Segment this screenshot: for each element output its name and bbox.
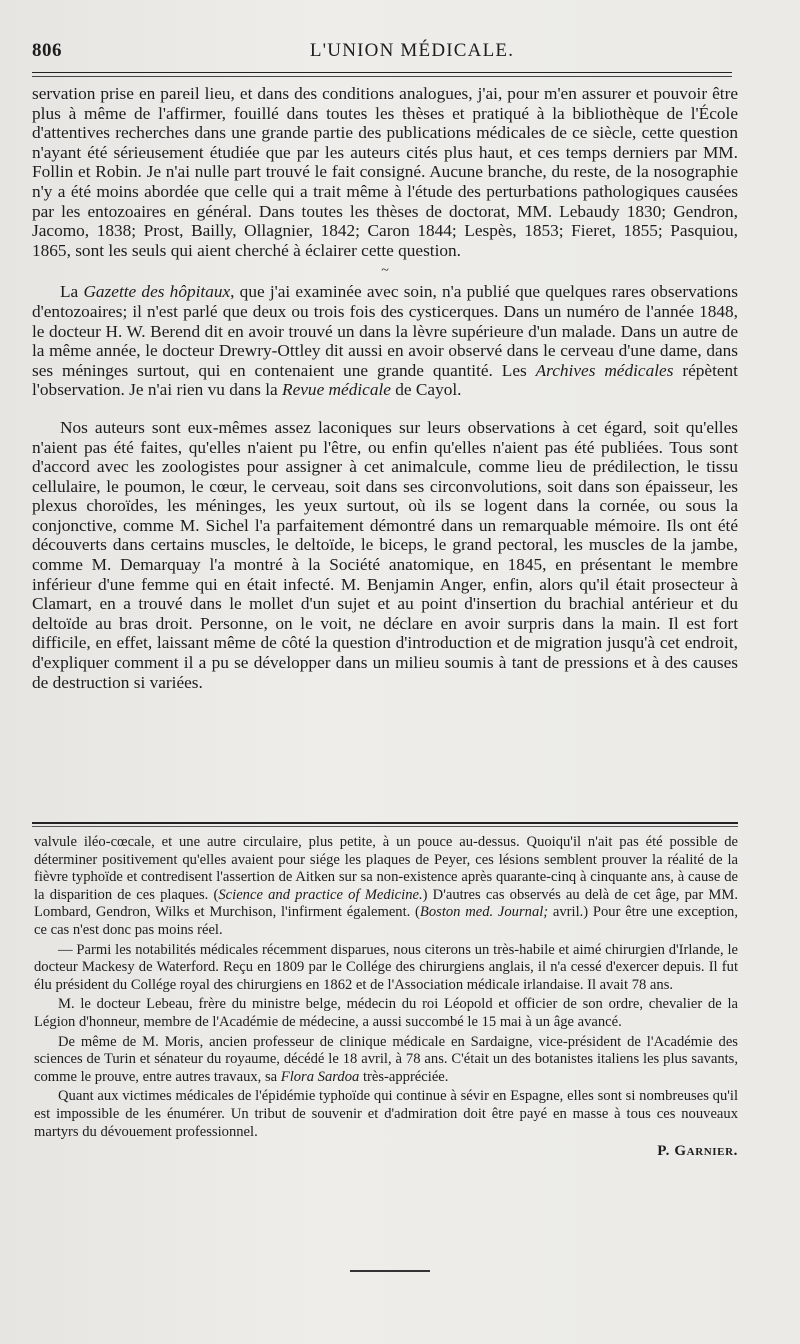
paragraph-gap (32, 400, 738, 418)
paragraph-1: servation prise en pareil lieu, et dans des conditions analogues, j'ai, pour m'en assurer et pouvoir être plus à même de l'affirmer, fouillé dans toutes les thèses et pratiqué à la bibliothèque de l'École d'attentives recherches dans une grande partie des publications médicales de ce siècle, cette question n'ayant été sérieusement étudiée que par les auteurs cités plus haut, et ces temps derniers par MM. Follin et Robin. Je n'ai nulle part trouvé le fait consigné. Aucune branche, du reste, de la nosographie n'y a été moins abordée que celle qui a trait même à l'étude des perturbations pathologiques causées par les entozoaires en général. Dans toutes les thèses de doctorat, MM. Lebaudy 1830; Gendron, Jacomo, 1838; Prost, Bailly, Ollagnier, 1842; Caron 1844; Lespès, 1853; Fieret, 1855; Pasquiou, 1865, sont les seuls qui aient cherché à éclairer cette question. (32, 84, 738, 260)
p2-text-a: La (60, 282, 84, 302)
section-rule (32, 822, 738, 827)
paragraph-3: Nos auteurs sont eux-mêmes assez laconiques sur leurs observations à cet égard, soit qu'elles n'aient pas été faites, qu'elles n'aient pu l'être, ou enfin qu'elles n'aient pas été publiées. Tous sont d'accord avec les zoologistes pour assigner à cet animalcule, comme lieu de prédilection, le tissu cellulaire, le poumon, le cœur, le cerveau, soit dans ses circonvolutions, soit dans son épaisseur, les plexus choroïdes, les méninges, les yeux surtout, où ils se logent dans la cornée, ou sous la conjonctive, comme M. Sichel l'a parfaitement démontré dans un remarquable mémoire. Ils ont été découverts dans certains muscles, le deltoïde, le biceps, le grand pectoral, les muscles de la jambe, comme M. Demarquay l'a montré à la Société anatomique, en 1845, en présentant le membre inférieur d'une femme qui en était infecté. M. Benjamin Anger, enfin, alors qu'il était prosecteur à Clamart, en a trouvé dans le mollet d'un sujet et au point d'insertion du brachial antérieur et du deltoïde au bras droit. Personne, on le voit, ne déclare en avoir surpris dans la main. Il est fort difficile, en effet, laissant même de côté la question d'introduction et de migration jusqu'à cet endroit, d'expliquer comment il a pu se développer dans un milieu soumis à tant de pressions et à des causes de destruction si variées. (32, 417, 738, 692)
header-rule (32, 72, 732, 77)
news-4-text-a: De même de M. Moris, ancien professeur de clinique médicale en Sardaigne, vice-président de l'Académie des sciences de Turin et sénateur du royaume, décédé le 18 avril, à 78 ans. C'était un des botanistes italiens les plus savants, comme le prouve, entre autres travaux, sa (34, 1033, 738, 1085)
news-1-text-c: avril.) Pour être une exception, ce cas n'est donc pas moins réel. (34, 904, 738, 938)
p2-text-d: de Cayol. (390, 380, 462, 400)
article-body (32, 84, 738, 692)
separator-mark: ~ (381, 263, 389, 279)
p2-text-b: , que j'ai examinée avec soin, n'a publié que quelques rares observations d'entozoaires; il n'est parlé que deux ou trois fois des cysticerques. Dans un numéro de l'année 1848, le docteur H. W. Berend dit en avoir trouvé un dans la lèvre supérieure d'un malade. Dans un autre de la même année, le docteur Drewry-Ottley dit aussi en avoir observé dans le cerveau d'une dame, dans ses méninges surtout, qui en contenaient une grande quantité. Les (32, 282, 738, 380)
news-item-1 (34, 834, 738, 940)
book-title-flora: Flora Sardoa (280, 1068, 360, 1085)
page-number: 806 (32, 40, 62, 61)
page-header (32, 40, 792, 70)
author-signature: P. Garnier. (657, 1143, 738, 1160)
running-title: L'UNION MÉDICALE. (309, 40, 515, 61)
book-title-science: Science and practice of Medicine. (218, 886, 423, 903)
journal-title-revue: Revue médicale (282, 380, 391, 400)
journal-title-archives: Archives médicales (535, 360, 674, 380)
news-1-text-a: valvule iléo-cœcale, et une autre circulaire, plus petite, à un pouce au-dessus. Quoiqu'il n'ait pas été possible de déterminer positivement qu'elles avaient pour siége les plaques de Peyer, ces lésions semblent prouver la réalité de la fièvre typhoïde et contredisent l'assertion de Aitken sur sa non-existence après quarante-cinq à cinquante ans, à cause de la disparition de ces plaques. ( (34, 834, 738, 903)
news-4-text-b: très-appréciée. (359, 1068, 449, 1085)
news-section (34, 834, 738, 1161)
news-item-5: Quant aux victimes médicales de l'épidémie typhoïde qui continue à sévir en Espagne, elles sont si nombreuses qu'il est impossible de les énumérer. Un tribut de souvenir et d'admiration doit être payé en masse à tous ces nouveaux martyrs du dévouement professionnel. (34, 1088, 738, 1140)
journal-title-boston: Boston med. Journal; (419, 904, 549, 921)
news-item-4 (34, 1034, 738, 1087)
paragraph-2 (32, 282, 738, 400)
p2-text-c: répètent l'observation. Je n'ai rien vu dans la (32, 360, 738, 400)
end-rule (350, 1270, 430, 1272)
journal-title-gazette: Gazette des hôpitaux (83, 282, 231, 302)
news-item-3: M. le docteur Lebeau, frère du ministre belge, médecin du roi Léopold et officier de son ordre, chevalier de la Légion d'honneur, membre de l'Académie de médecine, a aussi succombé le 15 mai à un âge avancé. (34, 996, 738, 1030)
news-1-text-b: ) D'autres cas observés au delà de cet âge, par MM. Lombard, Gendron, Wilks et Murchison, l'infirment également. ( (34, 886, 739, 921)
news-item-2: — Parmi les notabilités médicales récemment disparues, nous citerons un très-habile et aimé chirurgien d'Irlande, le docteur Mackesy de Waterford. Reçu en 1809 par le Collége des chirurgiens anglais, il n'a cessé d'exercer depuis. Il fut élu président du Collége royal des chirurgiens en 1862 et de l'Association médicale irlandaise. Il avait 78 ans. (34, 941, 738, 993)
